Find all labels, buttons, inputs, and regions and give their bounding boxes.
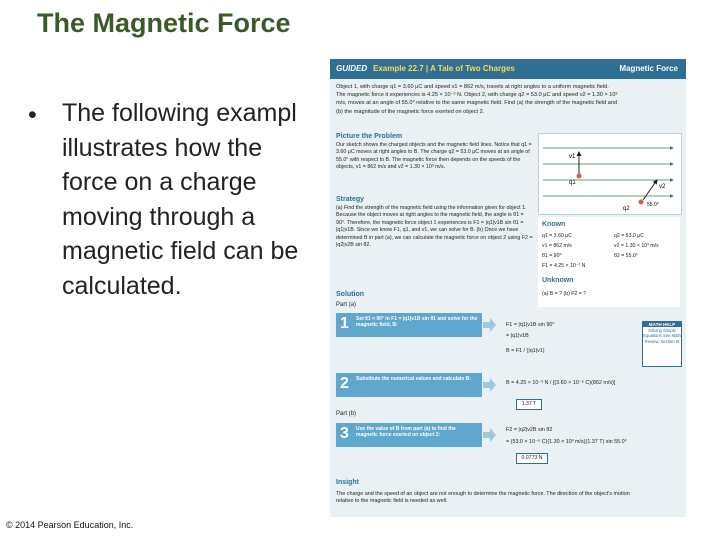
unknown-value: (a) B = ? (b) F2 = ? — [542, 291, 587, 297]
known-value: v2 = 1.30 × 10³ m/s — [614, 243, 659, 249]
solution-step-3 — [336, 423, 482, 447]
known-value: q2 = 53.0 μC — [614, 233, 644, 239]
picture-heading: Picture the Problem — [336, 133, 403, 140]
step-text: Use the value of B from part (a) to find the magnetic force exerted on object 2: — [356, 426, 456, 439]
example-panel — [330, 59, 686, 517]
insight-text: The charge and the speed of an object are not enough to determine the magnetic force. The direction of the object's motion relative to the magnetic field is needed as well. — [336, 491, 630, 505]
slide-title: The Magnetic Force — [37, 8, 291, 38]
equation-line: = |q1|v1B — [506, 333, 529, 339]
arrow-right-icon — [482, 318, 496, 332]
step-number: 2 — [340, 375, 349, 392]
q1-label: q1 — [569, 180, 576, 186]
v1-label: v1 — [569, 154, 576, 160]
arrow-right-icon — [482, 428, 496, 442]
panel-header — [330, 59, 686, 79]
known-value: q1 = 3.60 μC — [542, 233, 572, 239]
known-value: F1 = 4.25 × 10⁻³ N — [542, 263, 586, 269]
v2-label: v2 — [659, 184, 666, 190]
bullet-text — [62, 96, 298, 303]
part-a-label: Part (a) — [336, 302, 357, 308]
step-text: Substitute the numerical values and calculate B: — [356, 376, 472, 382]
equation-line: F2 = |q2|v2B sin θ2 — [506, 427, 553, 433]
solution-heading: Solution — [336, 291, 364, 298]
q2-label: q2 — [623, 206, 630, 212]
bullet-line: moving through a — [62, 202, 256, 231]
field-diagram — [538, 133, 682, 215]
solution-step-2 — [336, 373, 482, 397]
equation-line: = (53.0 × 10⁻⁶ C)(1.30 × 10³ m/s)(1.37 T) sin 55.0° — [506, 439, 627, 445]
bullet-line: magnetic field can be — [62, 237, 299, 265]
example-title: Example 22.7 | A Tale of Two Charges — [373, 64, 515, 73]
equation-line: F1 = |q1|v1B sin 90° — [506, 322, 555, 328]
guided-label: GUIDED — [336, 64, 368, 73]
unknown-heading: Unknown — [542, 277, 574, 284]
equation-line: B = F1 / (|q1|v1) — [506, 348, 545, 354]
field-lines-graphic — [539, 134, 681, 214]
equation-line: B = 4.25 × 10⁻³ N / [(3.60 × 10⁻⁶ C)(862 m/s)] — [506, 380, 616, 386]
bullet-line: force on a charge — [62, 168, 257, 196]
math-help-box — [642, 321, 682, 367]
step-text: Set θ1 = 90° in F1 = |q1|v1B sin θ1 and solve for the magnetic field, B: — [356, 316, 478, 329]
problem-statement: Object 1, with charge q1 = 3.60 μC and speed v1 = 862 m/s, travels at right angles to a uniform magnetic field. The magnetic force it experiences is 4.25 × 10⁻³ N. Object 2, with charge q2 = 53.0 μC and speed v2 = 1.30 × 10³ m/s, moves at an angle of 55.0° relative to the same magnetic field. Find (a) the strength of the magnetic field and (b) the magnitude of the magnetic force exerted on object 2. — [336, 84, 618, 115]
strategy-heading: Strategy — [336, 196, 365, 203]
bullet-marker: • — [28, 101, 37, 129]
answer-box: 1.37 T — [516, 399, 542, 410]
math-help-text: Solving Simple Equations See Math Review, Section III — [643, 328, 681, 344]
math-help-title: MATH HELP — [643, 322, 681, 327]
known-heading: Known — [542, 221, 566, 228]
step-number: 3 — [340, 425, 349, 442]
arrow-right-icon — [482, 378, 496, 392]
bullet-line: The following exampl — [62, 99, 297, 127]
topic-label: Magnetic Force — [619, 64, 678, 73]
step-number: 1 — [340, 315, 349, 332]
answer-box: 0.0773 N — [516, 453, 548, 464]
insight-heading: Insight — [336, 479, 359, 486]
known-box — [538, 217, 680, 307]
known-value: v1 = 862 m/s — [542, 243, 572, 249]
solution-step-1 — [336, 313, 482, 337]
known-value: θ1 = 90° — [542, 253, 562, 259]
part-b-label: Part (b) — [336, 411, 357, 417]
known-value: θ2 = 55.0° — [614, 253, 638, 259]
copyright-notice: © 2014 Pearson Education, Inc. — [6, 520, 134, 530]
angle-label: 55.0° — [647, 202, 659, 208]
strategy-text: (a) Find the strength of the magnetic field using the information given for object 1. Because the object moves at right angles to the magnetic field, the angle is θ1 = 90°. Therefore, the magnetic force object 1 experiences is F1 = |q1|v1B sin θ1 = |q1|v1B. Since we know F1, q1, and v1, we can solve for B. (b) Once we have determined B in part (a), we can calculate the magnetic force on object 2 using F2 = |q2|v2B sin θ2. — [336, 205, 533, 249]
bullet-line: illustrates how the — [62, 133, 263, 162]
bullet-line: calculated. — [62, 271, 182, 300]
picture-text: Our sketch shows the charged objects and the magnetic field lines. Notice that q1 = 3.60 μC moves at right angles to B. The charge q2 = 53.0 μC moves at an angle of 55.0° with respect to B. The magnetic force then depends on the speeds of the objects, v1 = 862 m/s and v2 = 1.30 × 10³ m/s. — [336, 142, 532, 171]
